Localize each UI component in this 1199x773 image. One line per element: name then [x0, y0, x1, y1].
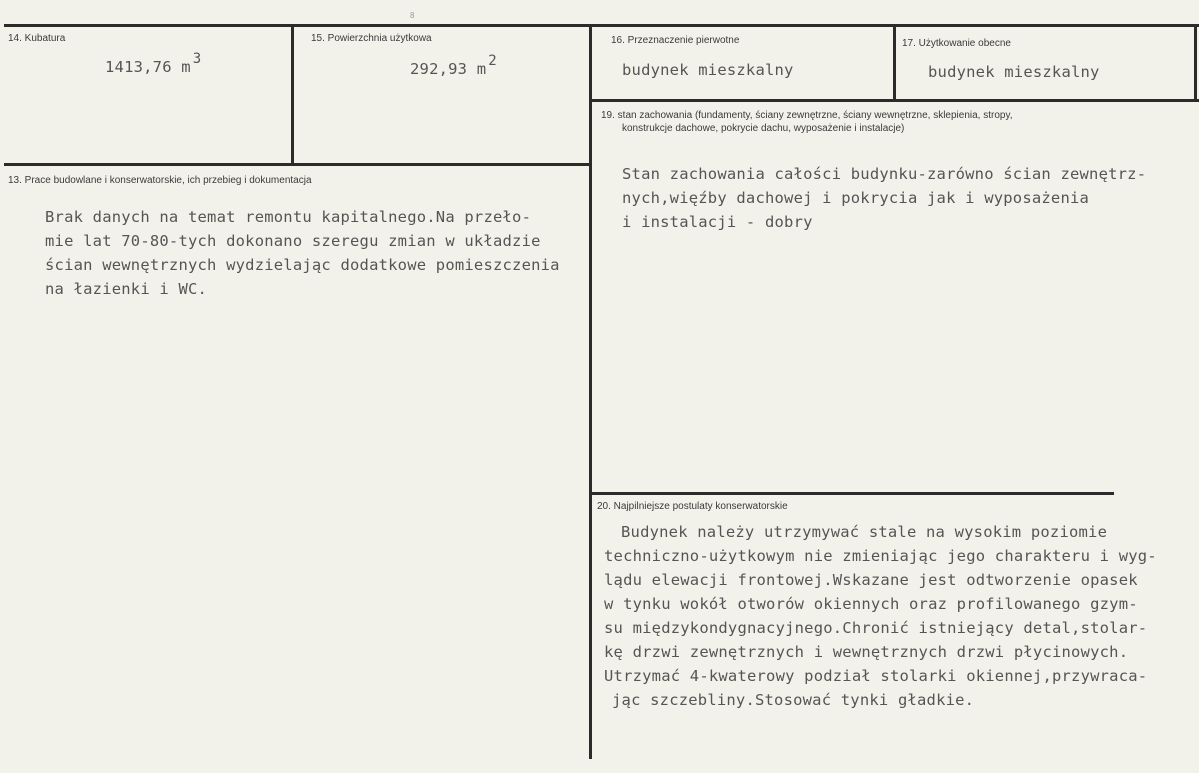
prace-text-line: na łazienki i WC.: [45, 280, 208, 298]
kubatura-unit-sup: 3: [192, 51, 202, 67]
stan-label-line: 19. stan zachowania (fundamenty, ściany zewnętrzne, ściany wewnętrzne, sklepienia, stropy,: [601, 110, 1013, 121]
przeznaczenie-value: budynek mieszkalny: [622, 61, 794, 79]
col-divider-b: [893, 24, 896, 102]
right-edge: [1194, 24, 1197, 102]
prace-text-line: mie lat 70-80-tych dokonano szeregu zmian w układzie: [45, 232, 541, 250]
prace-text: [45, 208, 560, 304]
row1-left-rule: [4, 163, 590, 166]
uzytkowanie-label: 17. Użytkowanie obecne: [902, 38, 1011, 49]
col-divider-main: [589, 24, 592, 759]
prace-label: 13. Prace budowlane i konserwatorskie, ich przebieg i dokumentacja: [8, 175, 312, 186]
postulaty-text-line: w tynku wokół otworów okiennych oraz profilowanego gzym-: [604, 595, 1138, 613]
prace-text-line: Brak danych na temat remontu kapitalnego.Na przeło-: [45, 208, 532, 226]
postulaty-text-line: kę drzwi zewnętrznych i wewnętrznych drzwi płycinowych.: [604, 643, 1129, 661]
postulaty-text-line: lądu elewacji frontowej.Wskazane jest odtworzenie opasek: [604, 571, 1138, 589]
postulaty-text-line: techniczno-użytkowym nie zmieniając jego charakteru i wyg-: [604, 547, 1157, 565]
stan-label: [601, 109, 1013, 135]
kubatura-label: 14. Kubatura: [8, 33, 66, 44]
powierzchnia-unit-sup: 2: [488, 53, 497, 69]
przeznaczenie-label: 16. Przeznaczenie pierwotne: [611, 35, 740, 46]
powierzchnia-value: 292,93 m 2: [410, 53, 497, 78]
page-mark: 8: [410, 11, 415, 20]
kubatura-value: 1413,76 m 3: [105, 51, 202, 76]
postulaty-label: 20. Najpilniejsze postulaty konserwatorskie: [597, 501, 788, 512]
stan-text-line: nych,więźby dachowej i pokrycia jak i wyposażenia: [622, 189, 1090, 207]
powierzchnia-label: 15. Powierzchnia użytkowa: [311, 33, 432, 44]
postulaty-text-line: Budynek należy utrzymywać stale na wysokim poziomie: [621, 523, 1108, 541]
postulaty-text-line: su międzykondygnacyjnego.Chronić istniejący detal,stolar-: [604, 619, 1148, 637]
prace-text-line: ścian wewnętrznych wydzielając dodatkowe pomieszczenia: [45, 256, 560, 274]
col-divider-a: [291, 24, 294, 166]
postulaty-text-line: jąc szczebliny.Stosować tynki gładkie.: [612, 691, 975, 709]
stan-text: [622, 165, 1146, 237]
postulaty-text: [604, 523, 1157, 715]
top-rule: [4, 24, 1199, 27]
postulaty-rule: [590, 492, 1114, 495]
stan-label-line: konstrukcje dachowe, pokrycie dachu, wyposażenie i instalacje): [622, 123, 905, 134]
stan-text-line: i instalacji - dobry: [622, 213, 813, 231]
uzytkowanie-value: budynek mieszkalny: [928, 63, 1100, 81]
postulaty-text-line: Utrzymać 4-kwaterowy podział stolarki okiennej,przywraca-: [604, 667, 1148, 685]
stan-text-line: Stan zachowania całości budynku-zarówno ścian zewnętrz-: [622, 165, 1147, 183]
